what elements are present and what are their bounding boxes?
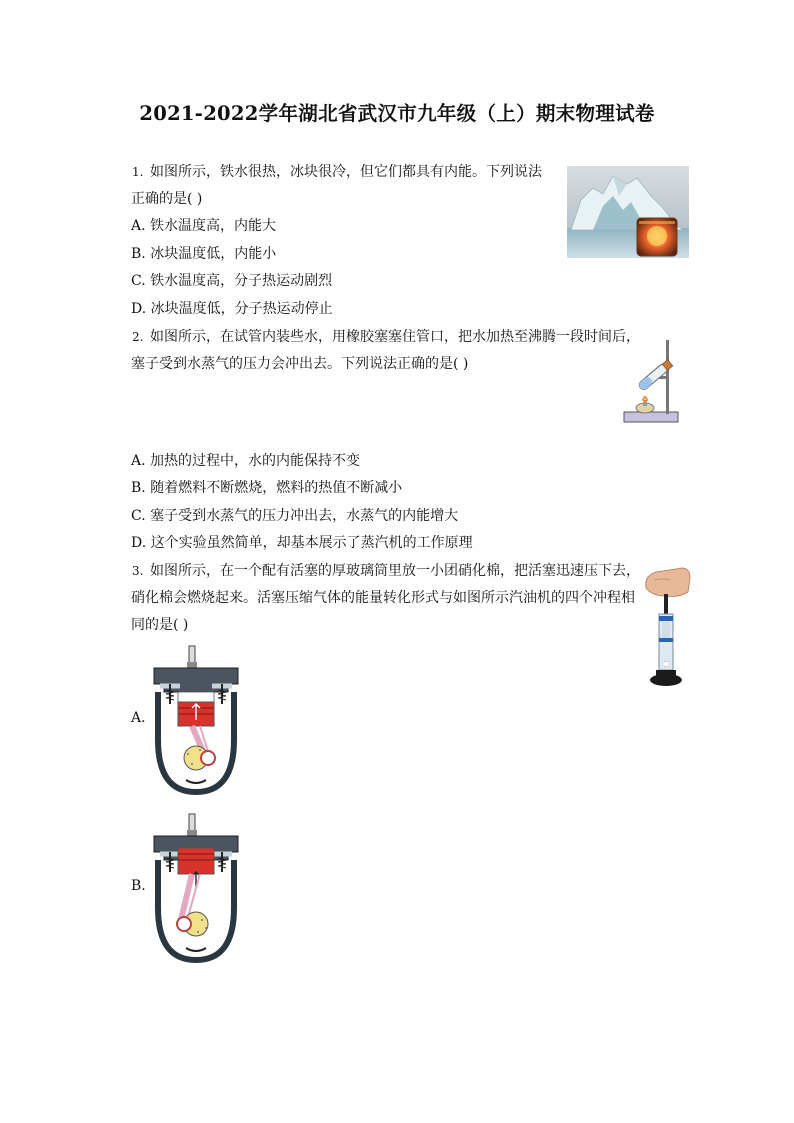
- question-2-option-d: D. 这个实验虽然简单，却基本展示了蒸汽机的工作原理: [131, 535, 473, 551]
- question-2-number: 2.: [132, 330, 144, 344]
- question-2-option-b: B. 随着燃料不断燃烧，燃料的热值不断减小: [131, 480, 403, 496]
- question-3-stem-line-1: 3. 如图所示，在一个配有活塞的厚玻璃筒里放一小团硝化棉，把活塞迅速压下去，: [132, 563, 640, 579]
- question-1-option-a: A. 铁水温度高，内能大: [131, 218, 277, 234]
- question-1-option-c: C. 铁水温度高，分子热运动剧烈: [131, 273, 333, 289]
- question-3-stem-line-3: 同的是( ): [131, 617, 189, 633]
- page-title: 2021-2022学年湖北省武汉市九年级（上）期末物理试卷: [139, 102, 655, 125]
- engine-stroke-b-figure: [148, 812, 244, 964]
- test-tube-heating-figure: [622, 336, 692, 426]
- question-3-stem-line-2: 硝化棉会燃烧起来。活塞压缩气体的能量转化形式与如图所示汽油机的四个冲程相: [131, 590, 635, 606]
- question-1-stem-line-1: 1. 如图所示，铁水很热，冰块很冷，但它们都具有内能。下列说法: [132, 164, 542, 180]
- question-1-stem-line-2: 正确的是( ): [131, 191, 203, 207]
- piston-cylinder-figure: [636, 566, 696, 690]
- question-2-option-a: A. 加热的过程中，水的内能保持不变: [131, 453, 361, 469]
- engine-stroke-a-figure: [148, 644, 244, 796]
- question-3-option-a-label: A.: [131, 710, 146, 726]
- question-1-option-d: D. 冰块温度低，分子热运动停止: [131, 301, 333, 317]
- iceberg-molten-iron-figure: [567, 166, 689, 258]
- question-2-stem-line-2: 塞子受到水蒸气的压力会冲出去。下列说法正确的是( ): [131, 356, 469, 372]
- question-1-option-b: B. 冰块温度低，内能小: [131, 246, 277, 262]
- question-3-option-b-label: B.: [131, 878, 146, 894]
- question-2-stem-line-1: 2. 如图所示，在试管内装些水，用橡胶塞塞住管口，把水加热至沸腾一段时间后，: [132, 329, 640, 345]
- question-1-number: 1.: [132, 165, 144, 179]
- question-3-number: 3.: [132, 564, 144, 578]
- question-2-option-c: C. 塞子受到水蒸气的压力冲出去，水蒸气的内能增大: [131, 508, 459, 524]
